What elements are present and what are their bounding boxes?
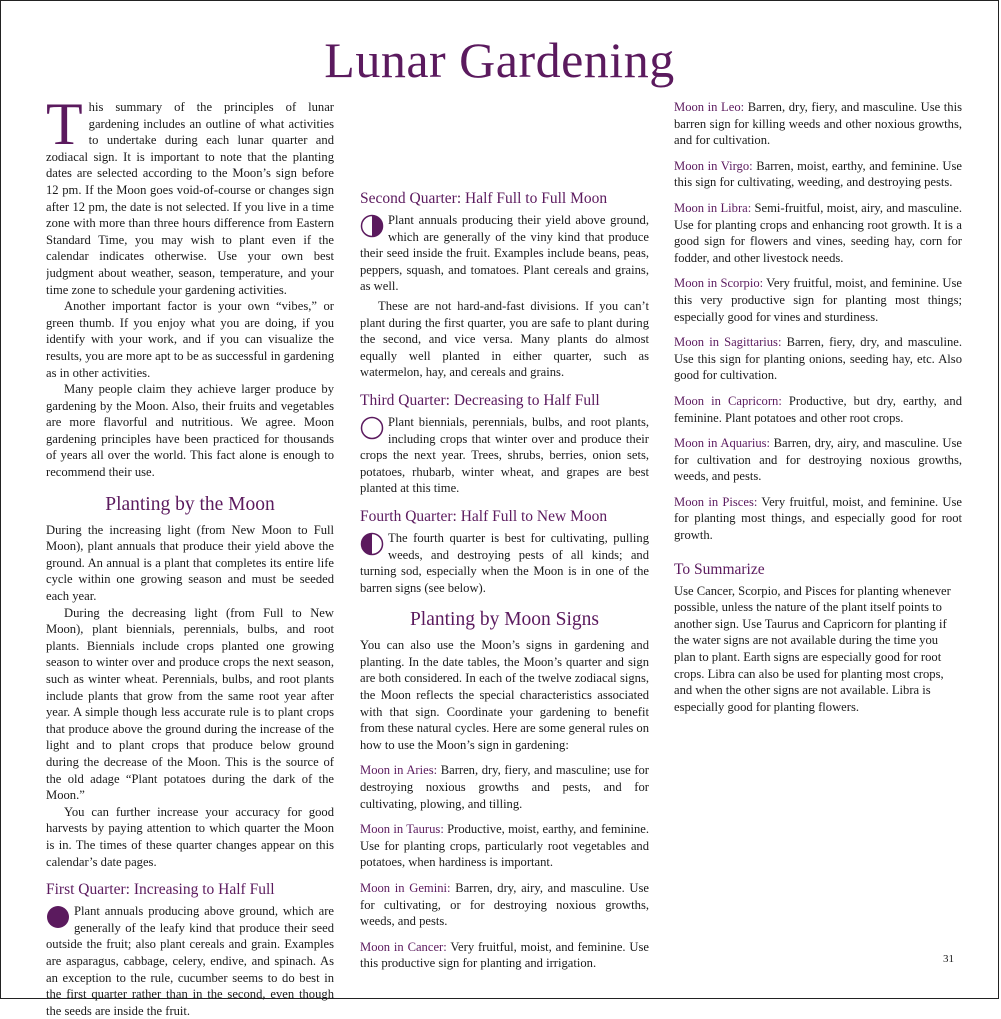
sign-name: Moon in Aries: xyxy=(360,763,438,778)
page-number: 31 xyxy=(943,953,954,965)
new-moon-icon xyxy=(46,905,70,929)
sign-entry-cancer xyxy=(360,939,649,972)
sign-name: Moon in Cancer: xyxy=(360,939,447,954)
sign-name: Moon in Virgo: xyxy=(674,158,753,173)
fourth-quarter-text: The fourth quarter is best for cultivating, pulling weeds, and destroying pests of all kinds; and turning sod, especially when the Moon is in one of the barren signs (see below). xyxy=(360,530,649,595)
sign-entry-gemini xyxy=(360,880,649,930)
sign-text: Very fruitful, moist, and feminine. Use this productive sign for planting and irrigation. xyxy=(360,939,649,971)
intro-paragraph-1 xyxy=(46,99,334,298)
planting-by-moon-paragraph-1: During the increasing light (from New Moon to Full Moon), plant annuals that produce their yield above the ground. An annual is a plant that completes its entire life cycle within one growing season and must be seeded each year. xyxy=(46,522,334,604)
sign-name: Moon in Scorpio: xyxy=(674,276,764,291)
first-quarter-paragraph xyxy=(46,903,334,1019)
full-moon-icon xyxy=(360,416,384,440)
sign-entry-pisces xyxy=(674,494,962,544)
sign-entry-libra xyxy=(674,200,962,266)
sign-name: Moon in Aquarius: xyxy=(674,436,771,451)
column-3 xyxy=(674,99,962,715)
third-quarter-text: Plant biennials, perennials, bulbs, and root plants, including crops that winter over and produce their crops the next year. Trees, shrubs, berries, onion sets, potatoes, rhubarb, winter wheat, and grapes are best planted at this time. xyxy=(360,414,649,496)
summary-heading: To Summarize xyxy=(674,560,765,578)
second-quarter-note: These are not hard-and-fast divisions. If you can’t plant during the first quarter, you are safe to plant during the second, and vice versa. Many plants do almost equally well planted in either quarter, such as watermelon, hay, and cereals and grains. xyxy=(360,298,649,380)
sign-text: Very fruitful, moist, and feminine. Use this very productive sign for planting most things; especially good for vines and sturdiness. xyxy=(674,276,962,324)
sign-entry-leo xyxy=(674,99,962,149)
sign-name: Moon in Pisces: xyxy=(674,494,758,509)
sign-text: Barren, dry, fiery, and masculine; use for destroying noxious growths and pests, and for cultivating, plowing, and tilling. xyxy=(360,763,649,811)
sign-name: Moon in Libra: xyxy=(674,200,752,215)
column-1 xyxy=(46,99,334,1019)
second-quarter-paragraph xyxy=(360,212,649,295)
sign-text: Barren, dry, airy, and masculine. Use for cultivating, or for destroying noxious growths, weeds, and pests. xyxy=(360,881,649,929)
second-quarter-text: Plant annuals producing their yield above ground, which are generally of the viny kind that produce their seed inside the fruit. Examples include beans, peas, peppers, squash, and tomatoes. Plant cereals and grains, as well. xyxy=(360,213,649,294)
intro-text-1: his summary of the principles of lunar gardening includes an outline of what activities to undertake during each lunar quarter and zodiacal sign. It is important to note that the planting dates are selected according to the Moon’s sign before 12 pm. If the Moon goes void-of-course or changes sign after 12 pm, the date is not selected. If you live in a time zone with more than three hours difference from Eastern Standard Time, you may wish to plant even if the calendar indicates otherwise. Use your own best judgment about weather, season, temperature, and your time zone to schedule your gardening activities. xyxy=(46,100,334,297)
sign-entry-virgo xyxy=(674,158,962,191)
moon-signs-intro: You can also use the Moon’s signs in gardening and planting. In the date tables, the Moon’s quarter and sign are both considered. In each of the twelve zodiacal signs, the Moon reflects the special characteristics associated with that sign. Coordinate your gardening to benefit from these natural cycles. Here are some general rules on how to use the Moon’s sign in gardening: xyxy=(360,638,649,752)
summary-text: Use Cancer, Scorpio, and Pisces for planting whenever possible, unless the nature of the plant itself points to another sign. Use Taurus and Capricorn for planting if the water signs are not available during the time you plan to plant. Earth signs are especially good for root crops. Libra can also be used for planting most crops, and when the other signs are not available. Libra is especially good for planting flowers. xyxy=(674,583,951,714)
sign-entry-aquarius xyxy=(674,435,962,485)
sign-name: Moon in Leo: xyxy=(674,100,745,114)
last-quarter-moon-icon xyxy=(360,532,384,556)
sign-text: Productive, but dry, earthy, and feminine. Plant potatoes and other root crops. xyxy=(674,393,962,425)
fourth-quarter-heading: Fourth Quarter: Half Full to New Moon xyxy=(360,507,608,525)
sign-name: Moon in Capricorn: xyxy=(674,393,782,408)
third-quarter-heading: Third Quarter: Decreasing to Half Full xyxy=(360,391,600,409)
planting-by-moon-paragraph-2: During the decreasing light (from Full to New Moon), plant biennials, perennials, bulbs, and root plants. Biennials include crops planted one growing season to winter over and produce crops the next season, such as winter wheat. Perennials, bulbs, and root plants include plants that grow from the same root year after year. A simple though less accurate rule is to plant crops that produce above the ground during the increase of the light and to plant crops that produce below ground during the decrease of the Moon. This is the source of the old adage “Plant potatoes during the dark of the Moon.” xyxy=(46,605,334,803)
planting-by-moon-paragraph-3: You can further increase your accuracy for good harvests by paying attention to which quarter the Moon is in. The times of these quarter changes appear on this calendar’s date pages. xyxy=(46,804,334,869)
intro-paragraph-2: Another important factor is your own “vibes,” or green thumb. If you enjoy what you are doing, if you identify with your work, and if you can visualize the results, you are more apt to be as successful in gardening as in other activities. xyxy=(46,299,334,380)
drop-cap: T xyxy=(46,99,83,157)
sign-entry-aries xyxy=(360,762,649,812)
first-quarter-moon-icon xyxy=(360,214,384,238)
sign-text: Very fruitful, moist, and feminine. Use for planting most things, and especially good for root growth. xyxy=(674,494,962,543)
page-title: Lunar Gardening xyxy=(324,32,675,88)
sign-name: Moon in Sagittarius: xyxy=(674,335,782,350)
first-quarter-heading: First Quarter: Increasing to Half Full xyxy=(46,881,275,899)
sign-entry-capricorn xyxy=(674,393,962,426)
sign-text: Productive, moist, earthy, and feminine. Use for planting crops, particularly root vegetables and potatoes, when hardiness is important. xyxy=(360,822,650,870)
moon-signs-heading: Planting by Moon Signs xyxy=(409,609,600,631)
sign-text: Barren, fiery, dry, and masculine. Use this sign for planting onions, seeding hay, etc. Also good for cultivation. xyxy=(674,335,962,383)
sign-entry-sagittarius xyxy=(674,334,962,384)
sign-entry-taurus xyxy=(360,821,649,871)
second-quarter-heading: Second Quarter: Half Full to Full Moon xyxy=(360,190,608,207)
sign-text: Barren, moist, earthy, and feminine. Use this sign for cultivating, weeding, and destroying pests. xyxy=(674,158,962,190)
planting-by-moon-heading: Planting by the Moon xyxy=(105,493,275,515)
first-quarter-text: Plant annuals producing above ground, which are generally of the leafy kind that produce their seed outside the fruit; also plant cereals and grain. Examples are asparagus, cabbage, celery, endive, and spinach. As an exception to the rule, cucumber seems to do best in the first quarter rather than in the second, even though the seeds are inside the fruit. xyxy=(46,904,334,1018)
sign-name: Moon in Taurus: xyxy=(360,822,444,837)
first-quarter-continuation-space xyxy=(360,99,649,179)
sign-text: Barren, dry, fiery, and masculine. Use this barren sign for killing weeds and other noxious growths, and for cultivation. xyxy=(674,100,962,148)
sign-name: Moon in Gemini: xyxy=(360,881,451,895)
sign-text: Barren, dry, airy, and masculine. Use for cultivation and for destroying noxious growths, weeds, and pests. xyxy=(674,436,963,484)
column-2 xyxy=(360,99,649,972)
sign-entry-scorpio xyxy=(674,275,962,325)
intro-paragraph-3: Many people claim they achieve larger produce by gardening by the Moon. Also, their fruits and vegetables are more flavorful and nutritious. We agree. Moon gardening principles have been practiced for thousands of years all over the world. This fact alone is enough to recommend their use. xyxy=(46,382,334,480)
third-quarter-paragraph xyxy=(360,414,649,497)
sign-text: Semi-fruitful, moist, airy, and masculine. Use for planting crops and enhancing root growth. It is a good sign for flowers and vines, seeding hay, corn for fodder, and other livestock needs. xyxy=(674,200,962,265)
fourth-quarter-paragraph xyxy=(360,530,649,596)
